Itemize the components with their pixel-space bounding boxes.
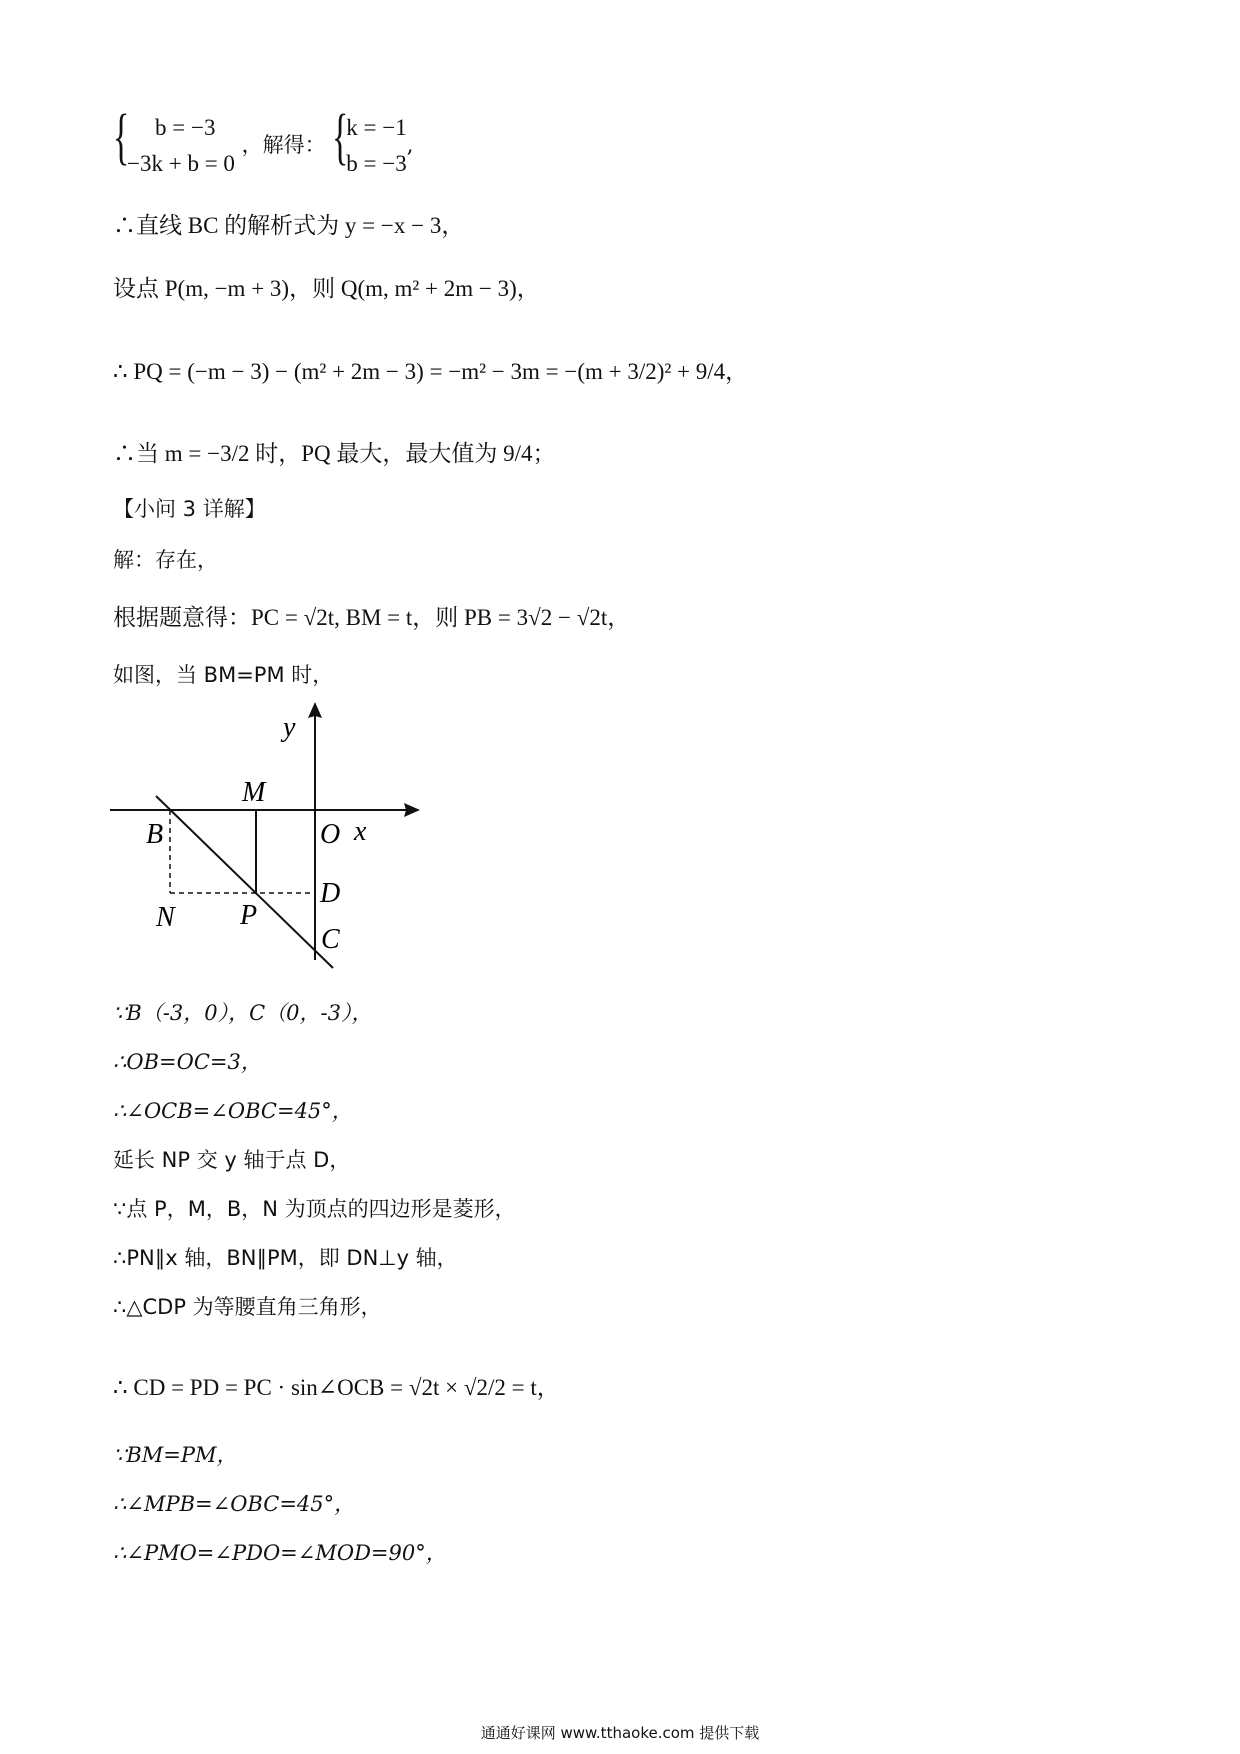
line-bc-equation: ∴直线 BC 的解析式为 y = −x − 3， — [113, 213, 465, 238]
solve-word: ，解得： — [241, 133, 326, 158]
line-as-figure: 如图，当 BM=PM 时， — [113, 663, 334, 687]
line-ob-oc: ∴OB=OC=3， — [113, 1050, 262, 1074]
system1-row1: b = −3 — [155, 115, 216, 140]
label-x: x — [354, 816, 367, 847]
line-pq-max: ∴当 m = −3/2 时，PQ 最大，最大值为 9/4； — [113, 441, 556, 466]
y-axis-arrow — [308, 702, 322, 718]
system2-row1: k = −1 — [346, 115, 407, 140]
label-o: O — [320, 819, 341, 850]
line-exists: 解：存在， — [113, 548, 218, 572]
line-mpb: ∴∠MPB=∠OBC=45°， — [113, 1492, 356, 1516]
label-n: N — [156, 902, 175, 933]
geometry-figure — [108, 700, 428, 980]
line-bm-pm: ∵BM=PM， — [113, 1443, 238, 1467]
line-b-c-coords: ∵B（-3，0），C（0，-3）， — [113, 1001, 373, 1025]
line-bc — [156, 796, 333, 968]
label-p: P — [240, 900, 258, 931]
label-b: B — [146, 819, 164, 850]
line-pc-bm: 根据题意得：PC = √2t, BM = t，则 PB = 3√2 − √2t， — [113, 605, 631, 630]
equation-system-line: { b = −3 −3k + b = 0 ，解得： { k = −1 b = −3 , — [113, 110, 413, 181]
line-parallel: ∴PN∥x 轴，BN∥PM，即 DN⊥y 轴， — [113, 1246, 458, 1270]
line-rhombus: ∵点 P，M，B，N 为顶点的四边形是菱形， — [113, 1197, 516, 1221]
footer-watermark: 通通好课网 www.tthaoke.com 提供下载 — [480, 1724, 760, 1742]
line-cd-pd: ∴ CD = PD = PC · sin∠OCB = √2t × √2/2 = t， — [113, 1375, 560, 1400]
line-right-angles: ∴∠PMO=∠PDO=∠MOD=90°， — [113, 1541, 447, 1565]
system1-row2: −3k + b = 0 — [127, 150, 235, 176]
system2-row2: b = −3 — [346, 150, 407, 176]
label-c: C — [321, 924, 340, 955]
label-m: M — [242, 777, 266, 808]
line-isosceles: ∴△CDP 为等腰直角三角形， — [113, 1295, 382, 1319]
line-set-p: 设点 P(m, −m + 3)，则 Q(m, m² + 2m − 3)， — [113, 276, 540, 301]
x-axis-arrow — [404, 803, 420, 817]
equation-system-1: { b = −3 −3k + b = 0 — [113, 110, 235, 181]
line-pq-expression: ∴ PQ = (−m − 3) − (m² + 2m − 3) = −m² − 3m = −(m + 3/2)² + 9/4， — [113, 359, 749, 384]
line-extend-np: 延长 NP 交 y 轴于点 D， — [113, 1148, 351, 1172]
label-y: y — [283, 712, 296, 743]
line-angles-45: ∴∠OCB=∠OBC=45°， — [113, 1099, 353, 1123]
label-d: D — [320, 878, 341, 909]
equation-system-2: { k = −1 b = −3 — [332, 110, 406, 181]
section-heading: 【小问 3 详解】 — [113, 497, 266, 521]
